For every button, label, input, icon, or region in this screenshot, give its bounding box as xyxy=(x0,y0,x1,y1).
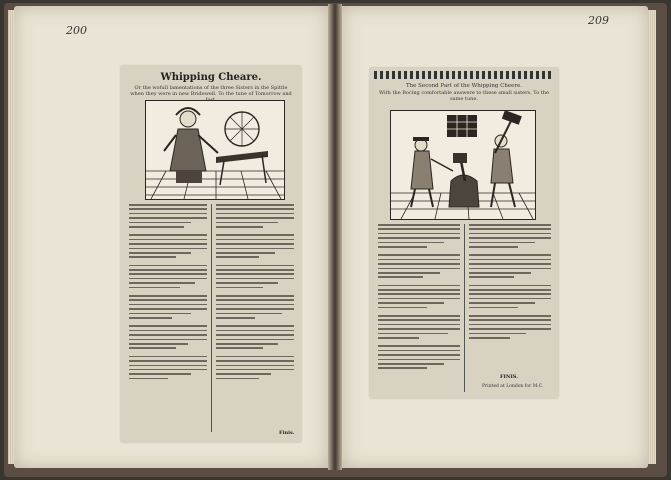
broadside-right xyxy=(370,68,558,398)
ballad-title-left: Whipping Cheare. xyxy=(160,72,262,83)
book-gutter xyxy=(328,4,342,470)
ballad-subtitle-left: Or the wofull lamentations of the three Sisters in the Spittle when they were in new Bridewell. To the tune of Tomorrow and xyxy=(130,85,292,97)
verse-column-left-1 xyxy=(129,204,207,382)
page-number-right: 209 xyxy=(588,14,609,27)
printer-colophon: Printed at London for M.C. xyxy=(482,384,544,389)
woodcut-beating-hemp xyxy=(390,110,536,220)
ballad-title-right: The Second Part of the Whipping Cheere. xyxy=(405,83,523,89)
woodcut-spinning-wheel xyxy=(145,100,285,200)
column-divider-right xyxy=(464,224,465,392)
verse-column-right-2 xyxy=(469,224,551,341)
verse-column-left-2 xyxy=(216,204,294,382)
page-number-left: 200 xyxy=(66,24,87,37)
column-divider-left xyxy=(211,204,212,432)
ornamental-border xyxy=(374,71,554,79)
ballad-subtitle-right: With the Bocing comfortable answere to these small sisters. To the same tune. xyxy=(379,90,549,102)
finis-right: FINIS. xyxy=(500,374,518,380)
broadside-left xyxy=(121,66,301,442)
verse-column-right-1 xyxy=(378,224,460,372)
finis-left: Finis. xyxy=(279,430,295,436)
